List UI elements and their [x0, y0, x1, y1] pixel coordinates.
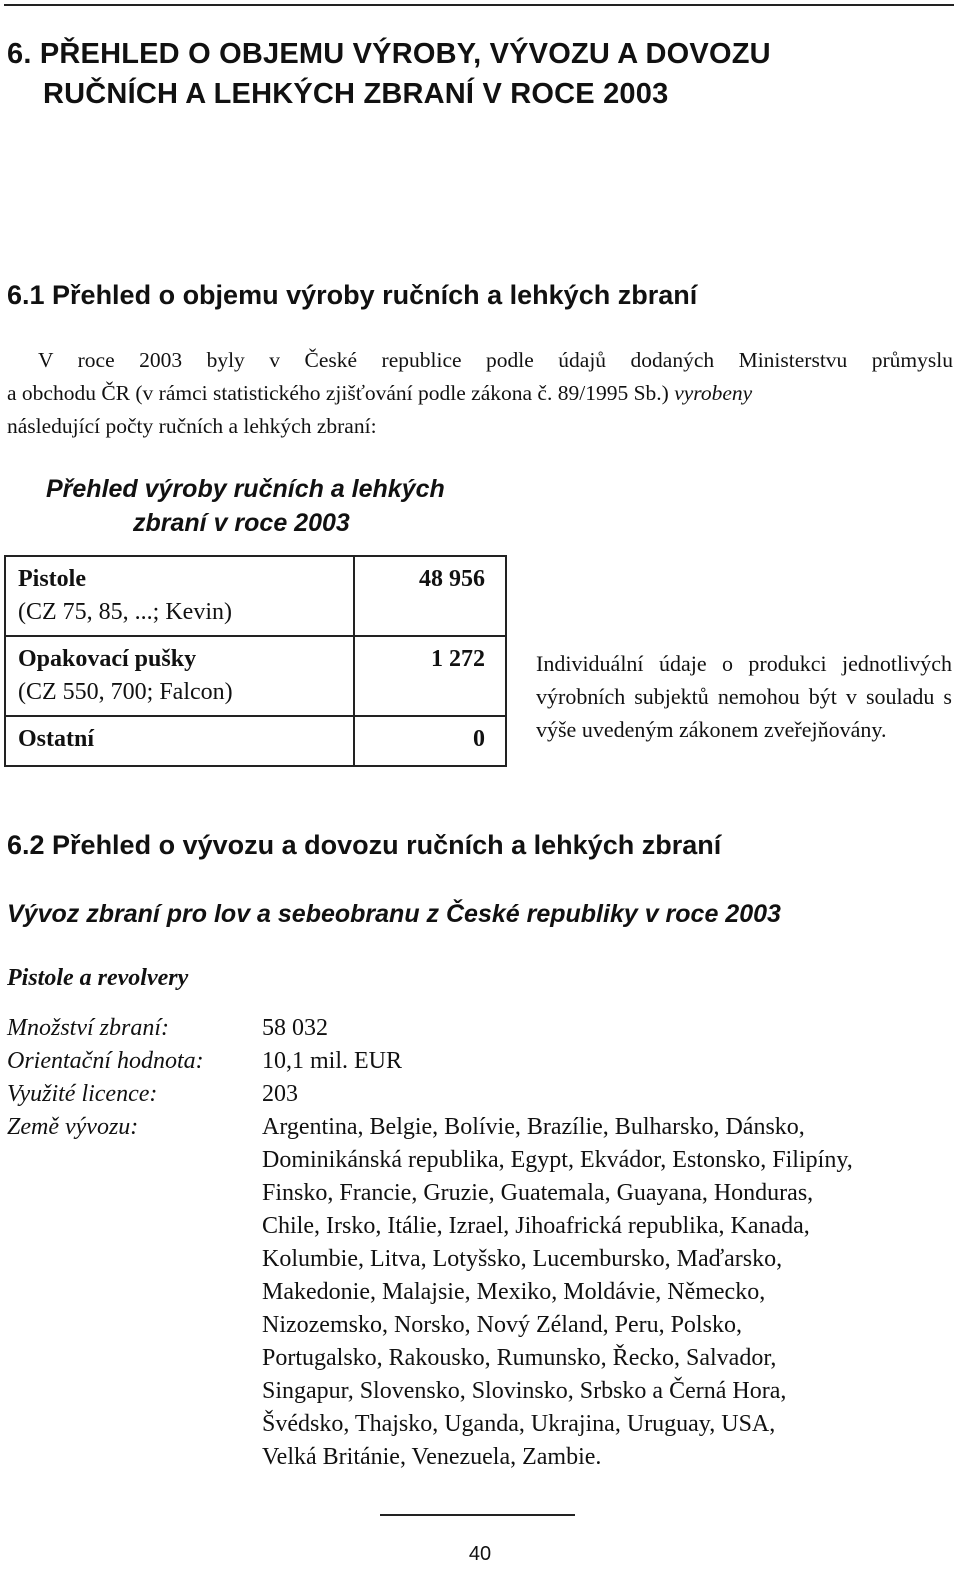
table-title-line2: zbraní v roce 2003 — [133, 509, 350, 537]
footer-rule — [380, 1514, 575, 1516]
fact-row — [7, 1045, 953, 1078]
chapter-title — [7, 34, 771, 114]
row-label: Pistole — [18, 566, 86, 592]
countries-label: Země vývozu: — [7, 1114, 139, 1140]
countries-line: Kolumbie, Litva, Lotyšsko, Lucembursko, Maďarsko, — [262, 1246, 783, 1272]
chapter-title-line2: RUČNÍCH A LEHKÝCH ZBRANÍ V ROCE 2003 — [43, 78, 669, 110]
table-cell-label — [5, 636, 354, 716]
countries-line: Dominikánská republika, Egypt, Ekvádor, Estonsko, Filipíny, — [262, 1147, 853, 1173]
fact-row — [7, 1078, 953, 1111]
row-sublabel: (CZ 550, 700; Falcon) — [18, 679, 233, 705]
countries-line: Argentina, Belgie, Bolívie, Brazílie, Bulharsko, Dánsko, — [262, 1114, 805, 1140]
countries-line: Nizozemsko, Norsko, Nový Zéland, Peru, Polsko, — [262, 1312, 742, 1338]
export-title: Vývoz zbraní pro lov a sebeobranu z České republiky v roce 2003 — [7, 900, 781, 928]
fact-value: 10,1 mil. EUR — [262, 1048, 403, 1074]
table-title-line1: Přehled výroby ručních a lehkých — [46, 475, 445, 503]
row-value: 48 956 — [354, 556, 506, 636]
table-row — [5, 556, 506, 636]
fact-value: 203 — [262, 1081, 298, 1107]
table-cell-label — [5, 716, 354, 766]
row-label: Ostatní — [18, 726, 95, 752]
fact-value: 58 032 — [262, 1015, 328, 1041]
countries-list — [262, 1111, 953, 1474]
subcategory-heading: Pistole a revolvery — [7, 965, 189, 991]
countries-line: Finsko, Francie, Gruzie, Guatemala, Guayana, Honduras, — [262, 1180, 814, 1206]
page-number: 40 — [468, 1543, 492, 1565]
countries-line: Makedonie, Malajsie, Mexiko, Moldávie, Německo, — [262, 1279, 766, 1305]
fact-label: Využité licence: — [7, 1081, 158, 1107]
side-note: Individuální údaje o produkci jednotlivých výrobních subjektů nemohou být v souladu s výše uvedeným zákonem zveřejňovány. — [536, 651, 952, 742]
fact-label: Orientační hodnota: — [7, 1048, 204, 1074]
production-table — [4, 555, 507, 767]
countries-line: Velká Británie, Venezuela, Zambie. — [262, 1444, 602, 1470]
chapter-title-line1: 6. PŘEHLED O OBJEMU VÝROBY, VÝVOZU A DOVOZU — [7, 38, 771, 70]
intro-line3: následující počty ručních a lehkých zbraní: — [7, 414, 377, 438]
countries-line: Chile, Irsko, Itálie, Izrael, Jihoafrická republika, Kanada, — [262, 1213, 810, 1239]
intro-line1: V roce 2003 byly v České republice podle údajů dodaných Ministerstvu průmyslu — [38, 348, 953, 372]
export-facts — [7, 1012, 953, 1474]
intro-line2-italic: vyrobeny — [674, 381, 753, 405]
intro-line2 — [7, 381, 752, 405]
countries-line: Singapur, Slovensko, Slovinsko, Srbsko a Černá Hora, — [262, 1378, 787, 1404]
row-value: 0 — [354, 716, 506, 766]
row-label: Opakovací pušky — [18, 646, 197, 672]
row-value: 1 272 — [354, 636, 506, 716]
countries-line: Švédsko, Thajsko, Uganda, Ukrajina, Uruguay, USA, — [262, 1411, 776, 1437]
countries-line: Portugalsko, Rakousko, Rumunsko, Řecko, Salvador, — [262, 1345, 777, 1371]
table-cell-label — [5, 556, 354, 636]
section-heading-6-1: 6.1 Přehled o objemu výroby ručních a lehkých zbraní — [7, 280, 698, 310]
fact-label: Množství zbraní: — [7, 1015, 169, 1041]
fact-row — [7, 1012, 953, 1045]
intro-line2-text: a obchodu ČR (v rámci statistického zjišťování podle zákona č. 89/1995 Sb.) — [7, 381, 675, 405]
section-heading-6-2: 6.2 Přehled o vývozu a dovozu ručních a lehkých zbraní — [7, 830, 722, 860]
table-row — [5, 636, 506, 716]
intro-paragraph — [7, 344, 953, 443]
fact-row-countries — [7, 1111, 953, 1474]
table-title — [46, 472, 466, 540]
table-row — [5, 716, 506, 766]
top-rule — [4, 4, 954, 6]
row-sublabel: (CZ 75, 85, ...; Kevin) — [18, 599, 232, 625]
